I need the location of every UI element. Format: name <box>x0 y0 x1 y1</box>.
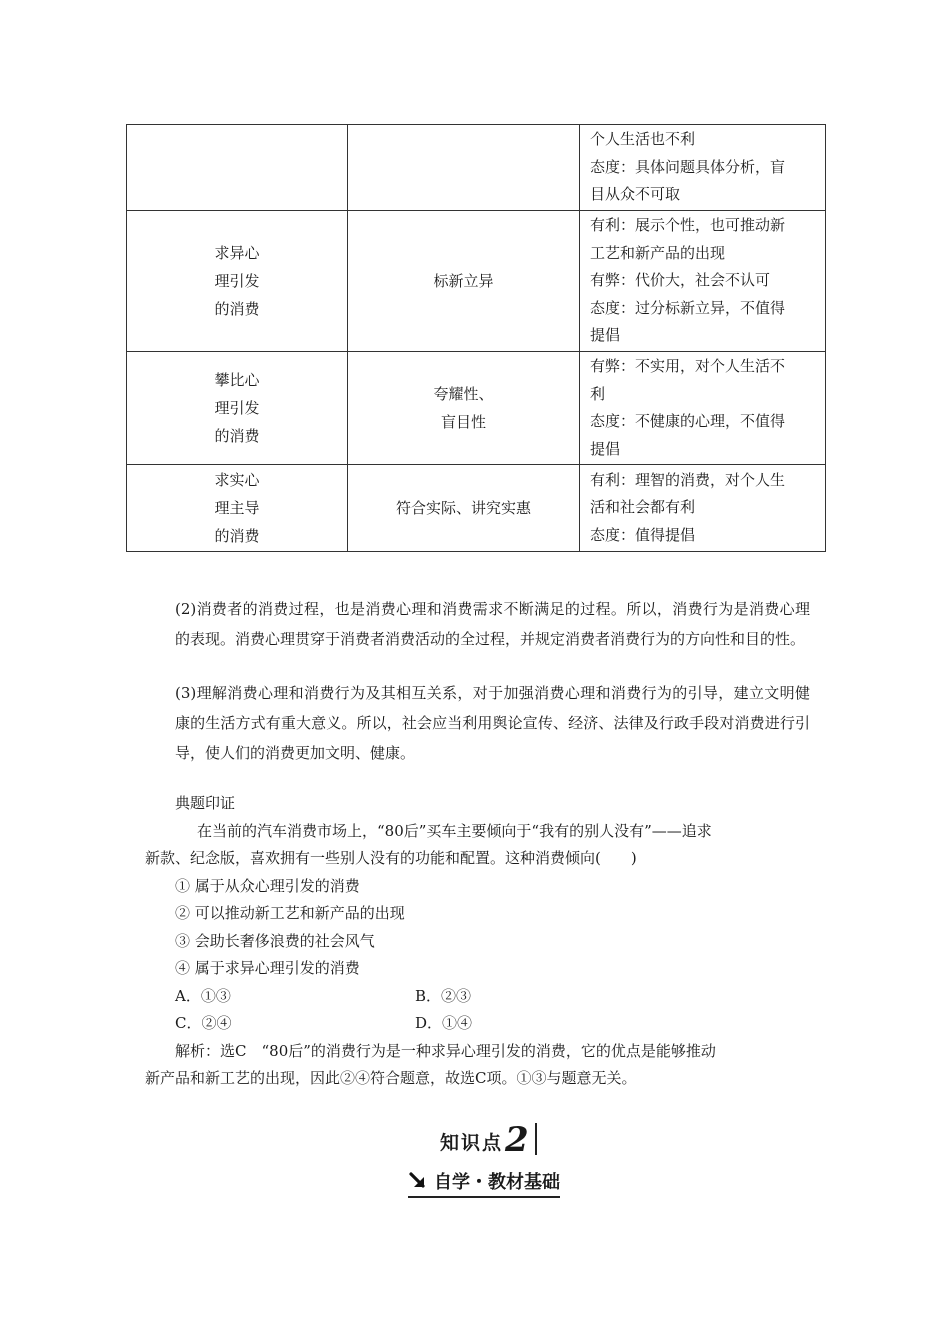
detail-line: 态度：值得提倡 <box>590 525 696 544</box>
feature-cell <box>348 465 580 552</box>
consumption-psychology-table <box>126 124 826 552</box>
knowledge-point-label: 知识点 <box>440 1132 504 1154</box>
detail-cell <box>580 352 826 465</box>
feature-cell <box>348 352 580 465</box>
detail-cell <box>580 125 826 211</box>
type-cell <box>127 125 348 211</box>
feature-line: 夸耀性、 <box>433 385 494 403</box>
arrow-down-right-icon <box>408 1171 428 1191</box>
type-cell <box>127 352 348 465</box>
feature-line: 符合实际、讲究实惠 <box>395 499 531 517</box>
type-line: 求异心 <box>214 244 260 262</box>
detail-line: 态度：具体问题具体分析，盲 <box>590 157 786 176</box>
paragraph-text: (2)消费者的消费过程，也是消费心理和消费需求不断满足的过程。所以，消费行为是消费心理的表现。消费心理贯穿于消费者消费活动的全过程，并规定消费者消费行为的方向性和目的性。 <box>175 600 810 648</box>
paragraph-text: (3)理解消费心理和消费行为及其相互关系，对于加强消费心理和消费行为的引导，建立文明健康的生活方式有重大意义。所以，社会应当利用舆论宣传、经济、法律及行政手段对消费进行引导，使人们的消费更加文明、健康。 <box>175 684 810 762</box>
feature-line: 盲目性 <box>440 413 486 431</box>
knowledge-point-number: 2 <box>505 1120 529 1160</box>
detail-line: 提倡 <box>590 326 621 345</box>
detail-line: 有弊：代价大，社会不认可 <box>590 271 771 290</box>
section-subtitle <box>408 1168 560 1198</box>
detail-line: 目从众不可取 <box>590 185 681 204</box>
detail-cell <box>580 465 826 552</box>
example-question <box>145 790 810 1093</box>
detail-line: 有利：理智的消费，对个人生 <box>590 470 786 489</box>
detail-line: 有利：展示个性，也可推动新 <box>590 216 786 235</box>
feature-line: 标新立异 <box>433 272 494 290</box>
feature-cell <box>348 211 580 352</box>
detail-line: 个人生活也不利 <box>590 130 696 149</box>
paragraph-3 <box>145 678 810 768</box>
detail-line: 工艺和新产品的出现 <box>590 243 726 262</box>
detail-line: 利 <box>590 384 606 403</box>
statement-item: ① 属于从众心理引发的消费 <box>175 876 360 895</box>
example-heading: 典题印证 <box>175 794 236 812</box>
detail-line: 有弊：不实用，对个人生活不 <box>590 357 786 375</box>
option-d: D．①④ <box>415 1014 473 1032</box>
table-row <box>127 465 826 552</box>
question-text: 在当前的汽车消费市场上，“80后”买车主要倾向于“我有的别人没有”——追求 <box>197 821 712 840</box>
type-line: 的消费 <box>214 527 260 545</box>
type-cell <box>127 211 348 352</box>
type-line: 理引发 <box>214 272 260 290</box>
options-row <box>145 983 810 1011</box>
options-row <box>145 1010 810 1038</box>
statement-item: ④ 属于求异心理引发的消费 <box>175 959 360 977</box>
type-line: 的消费 <box>214 427 260 445</box>
knowledge-point-heading <box>440 1120 537 1160</box>
detail-line: 态度：不健康的心理，不值得 <box>590 412 786 430</box>
type-line: 的消费 <box>214 300 260 318</box>
option-c: C．②④ <box>175 1014 232 1032</box>
analysis-text: 解析：选C “80后”的消费行为是一种求异心理引发的消费，它的优点是能够推动 <box>175 1041 716 1060</box>
statement-item: ② 可以推动新工艺和新产品的出现 <box>175 904 405 922</box>
detail-line: 活和社会都有利 <box>590 498 696 517</box>
type-line: 理引发 <box>214 399 260 417</box>
type-line: 理主导 <box>214 499 260 517</box>
table-row <box>127 211 826 352</box>
heading-divider <box>535 1123 537 1155</box>
type-line: 攀比心 <box>214 371 260 389</box>
type-cell <box>127 465 348 552</box>
detail-cell <box>580 211 826 352</box>
analysis-text: 新产品和新工艺的出现，因此②④符合题意，故选C项。①③与题意无关。 <box>145 1069 637 1087</box>
detail-line: 态度：过分标新立异，不值得 <box>590 298 786 317</box>
paragraph-2 <box>145 594 810 654</box>
detail-line: 提倡 <box>590 439 621 458</box>
table-row <box>127 125 826 211</box>
table-row <box>127 352 826 465</box>
question-text: 新款、纪念版，喜欢拥有一些别人没有的功能和配置。这种消费倾向( ) <box>145 849 637 867</box>
option-a: A．①③ <box>175 986 231 1005</box>
section-subtitle-text: 自学・教材基础 <box>434 1172 560 1193</box>
type-line: 求实心 <box>214 471 260 489</box>
option-b: B．②③ <box>415 986 472 1005</box>
feature-cell <box>348 125 580 211</box>
statement-item: ③ 会助长奢侈浪费的社会风气 <box>175 931 375 950</box>
